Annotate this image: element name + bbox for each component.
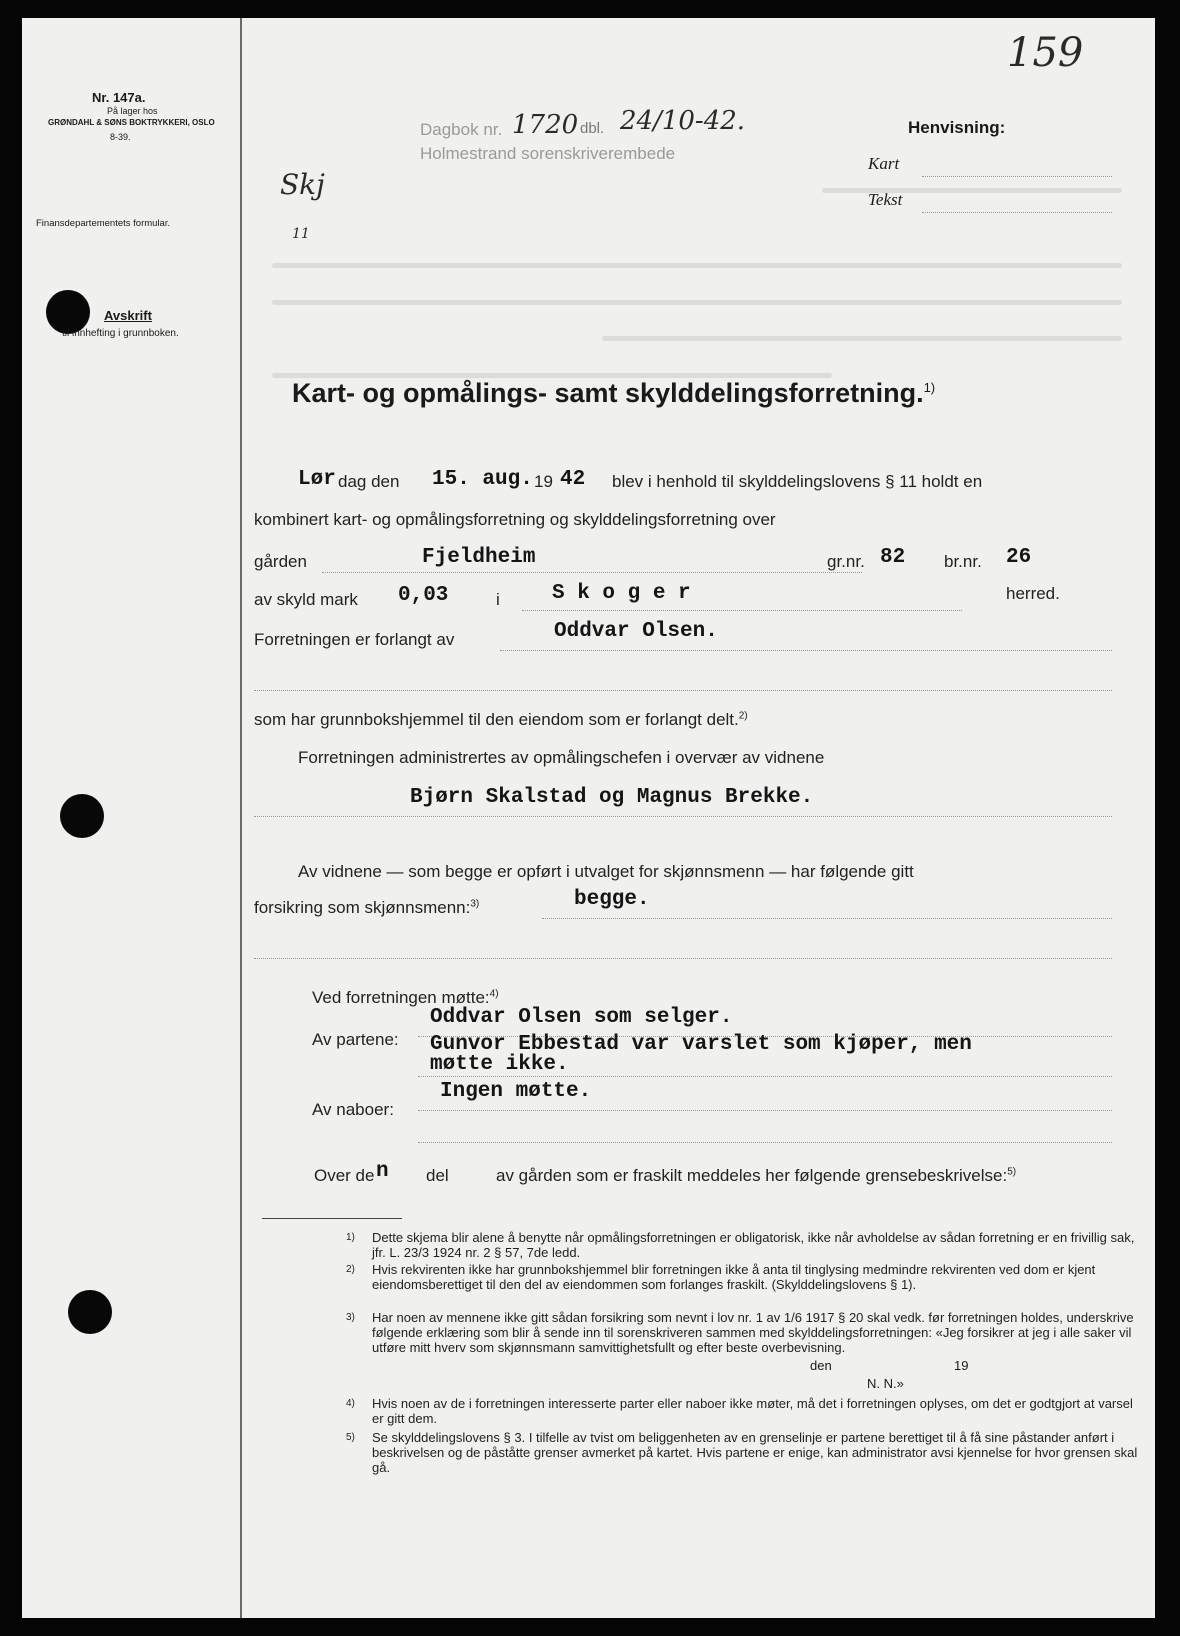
dagbok-date: 24/10-42. bbox=[620, 106, 746, 136]
henvisning-kart: Kart bbox=[868, 154, 900, 173]
avskrift-subtitle: til innhefting i grunnboken. bbox=[62, 328, 179, 339]
grnr-label: gr.nr. bbox=[827, 552, 865, 571]
line2-text: kombinert kart- og opmålingsforretning og skylddelingsforretning over bbox=[254, 510, 776, 529]
footnote-2 bbox=[346, 1262, 1142, 1292]
over-rest-wrap bbox=[496, 1166, 1016, 1186]
over-typed: n bbox=[376, 1160, 389, 1183]
garden-line bbox=[322, 572, 862, 573]
partene-line-2: Gunvor Ebbestad var varslet som kjøper, men bbox=[430, 1033, 972, 1056]
naboer-label: Av naboer: bbox=[312, 1100, 394, 1119]
fn3-19: 19 bbox=[954, 1358, 969, 1373]
title-footnote-ref: 1) bbox=[923, 380, 936, 395]
department-label: Finansdepartementets formular. bbox=[36, 218, 171, 229]
naboer-line-2 bbox=[418, 1142, 1112, 1143]
grnr-value: 82 bbox=[880, 546, 906, 569]
footnote-number: 5) bbox=[346, 1432, 355, 1443]
skyld-value: 0,03 bbox=[398, 584, 449, 607]
bleed-through bbox=[272, 263, 1122, 268]
day-typed: Lør bbox=[298, 468, 336, 491]
footnote-number: 4) bbox=[346, 1398, 355, 1409]
footnote-4 bbox=[346, 1396, 1142, 1426]
over-del: del bbox=[426, 1166, 449, 1185]
day-label: dag den bbox=[338, 472, 400, 491]
binding-hole bbox=[68, 1290, 112, 1334]
bleed-through bbox=[272, 300, 1122, 305]
forsikring-value: begge. bbox=[574, 888, 650, 911]
bleed-through bbox=[602, 336, 1122, 341]
grunnbok-footnote-ref: 2) bbox=[738, 710, 748, 722]
footnote-text: Har noen av mennene ikke gitt sådan forsikring som nevnt i lov nr. 1 av 1/6 1917 § 20 skal vedk. før forretningen holdes, underskrive følgende erklæring som blir å sende inn til sorenskriveren sammen med skylddelingsforretningen: «Jeg forsikrer at jeg i alle saker vil utføre mitt hverv som skjønnsmann samvittighetsfullt og efter beste overbevisning. bbox=[372, 1310, 1134, 1355]
herred-value: S k o g e r bbox=[552, 582, 691, 605]
henvisning-title: Henvisning: bbox=[908, 118, 1006, 137]
margin-rule bbox=[240, 18, 242, 1618]
form-number: Nr. 147a. bbox=[92, 90, 146, 105]
handwritten-initials: Skj bbox=[280, 168, 325, 201]
forlangt-label: Forretningen er forlangt av bbox=[254, 630, 455, 649]
motte-label-wrap bbox=[312, 988, 499, 1008]
forlangt-value: Oddvar Olsen. bbox=[554, 620, 718, 643]
avskrift-label: Avskrift bbox=[104, 308, 152, 323]
forsikring-line-2 bbox=[254, 958, 1112, 959]
document-title bbox=[292, 378, 935, 409]
footnote-number: 1) bbox=[346, 1232, 355, 1243]
motte-label: Ved forretningen møtte: bbox=[312, 988, 490, 1007]
footnote-1 bbox=[346, 1230, 1142, 1260]
title-text: Kart- og opmålings- samt skylddelingsforretning. bbox=[292, 378, 924, 408]
footnote-text: Hvis noen av de i forretningen interesserte parter eller naboer ikke møter, må det i forretningen oplyses, om det er godtgjort at varsel er gitt dem. bbox=[372, 1396, 1133, 1426]
dbl-label: dbl. bbox=[580, 120, 605, 137]
partene-line-1: Oddvar Olsen som selger. bbox=[430, 1006, 733, 1029]
herred-label: herred. bbox=[1006, 584, 1060, 603]
fn3-den: den bbox=[810, 1358, 832, 1373]
grunnbok-text bbox=[254, 710, 748, 730]
footnote-rule bbox=[262, 1218, 402, 1219]
forsikring-label: forsikring som skjønnsmenn: bbox=[254, 898, 471, 917]
footnote-text: Dette skjema blir alene å benytte når opmålingsforretningen er obligatorisk, ikke når avholdelse av sådan forretning er en frivillig sak, jfr. L. 23/3 1924 nr. 2 § 57, 7de ledd. bbox=[372, 1230, 1135, 1260]
skyld-label: av skyld mark bbox=[254, 590, 358, 609]
handwritten-mark: 11 bbox=[292, 226, 310, 242]
binding-hole bbox=[60, 794, 104, 838]
dagbok-label: Dagbok nr. bbox=[420, 120, 503, 139]
footnote-text: Hvis rekvirenten ikke har grunnbokshjemmel blir forretningen ikke å anta til tinglysing medmindre rekvirenten ved dom er kjent eiendomsberettiget til den del av eiendommen som forlanges fraskilt. (Skylddelingslovens § 1). bbox=[372, 1262, 1096, 1292]
over-rest: av gården som er fraskilt meddeles her følgende grensebeskrivelse: bbox=[496, 1166, 1008, 1185]
forlangt-line bbox=[500, 650, 1112, 651]
office-name: Holmestrand sorenskriverembede bbox=[420, 144, 676, 163]
footnote-number: 2) bbox=[346, 1264, 355, 1275]
i-label: i bbox=[496, 590, 500, 609]
naboer-value: Ingen møtte. bbox=[440, 1080, 592, 1103]
footnote-text: Se skylddelingslovens § 3. I tilfelle av tvist om beliggenheten av en grenselinje er partene berettiget til å få sine påstander anført i beskrivelsen og de påståtte grenser avmerket på kartet. Hvis partene er enige, kan administrator avsi kjennelse for hvor grensen skal gå. bbox=[372, 1430, 1138, 1475]
year-prefix: 19 bbox=[534, 472, 553, 491]
fn3-nn: N. N.» bbox=[867, 1376, 904, 1391]
motte-footnote-ref: 4) bbox=[489, 988, 499, 1000]
garden-value: Fjeldheim bbox=[422, 546, 536, 569]
naboer-line bbox=[418, 1110, 1112, 1111]
partene-label: Av partene: bbox=[312, 1030, 399, 1049]
forsikring-line bbox=[542, 918, 1112, 919]
partene-line-3: møtte ikke. bbox=[430, 1053, 569, 1076]
over-footnote-ref: 5) bbox=[1007, 1166, 1017, 1178]
footnote-3 bbox=[346, 1310, 1142, 1355]
printer-date: 8-39. bbox=[110, 132, 131, 142]
henvisning-tekst: Tekst bbox=[868, 190, 903, 209]
date-typed: 15. aug. bbox=[432, 468, 533, 491]
garden-label: gården bbox=[254, 552, 307, 571]
forsikring-footnote-ref: 3) bbox=[470, 898, 480, 910]
partene-dotted-line-2 bbox=[418, 1076, 1112, 1077]
admin-text: Forretningen administrertes av opmålingschefen i overvær av vidnene bbox=[298, 748, 825, 767]
herred-line bbox=[522, 610, 962, 611]
document-page bbox=[22, 18, 1155, 1618]
blank-line bbox=[254, 690, 1112, 691]
forsikring-label-wrap bbox=[254, 898, 479, 918]
vidner-line bbox=[254, 816, 1112, 817]
vidner-value: Bjørn Skalstad og Magnus Brekke. bbox=[410, 786, 814, 809]
tekst-line bbox=[922, 212, 1112, 213]
kart-line bbox=[922, 176, 1112, 177]
dagbok-number: 1720 bbox=[512, 110, 579, 140]
year-typed: 42 bbox=[560, 468, 586, 491]
page-number: 159 bbox=[1007, 30, 1084, 76]
grunnbok-sentence: som har grunnbokshjemmel til den eiendom som er forlangt delt. bbox=[254, 710, 739, 729]
footnote-5 bbox=[346, 1430, 1142, 1475]
printer-name: GRØNDAHL & SØNS BOKTRYKKERI, OSLO bbox=[48, 118, 215, 127]
over-label: Over de bbox=[314, 1166, 375, 1185]
printer-line: På lager hos bbox=[107, 106, 158, 116]
brnr-label: br.nr. bbox=[944, 552, 982, 571]
bleed-through bbox=[822, 188, 1122, 193]
footnote-number: 3) bbox=[346, 1312, 355, 1323]
brnr-value: 26 bbox=[1006, 546, 1032, 569]
line1-text: blev i henhold til skylddelingslovens § 11 holdt en bbox=[612, 472, 983, 491]
vidnene-text: Av vidnene — som begge er opført i utvalget for skjønnsmenn — har følgende gitt bbox=[298, 862, 914, 881]
